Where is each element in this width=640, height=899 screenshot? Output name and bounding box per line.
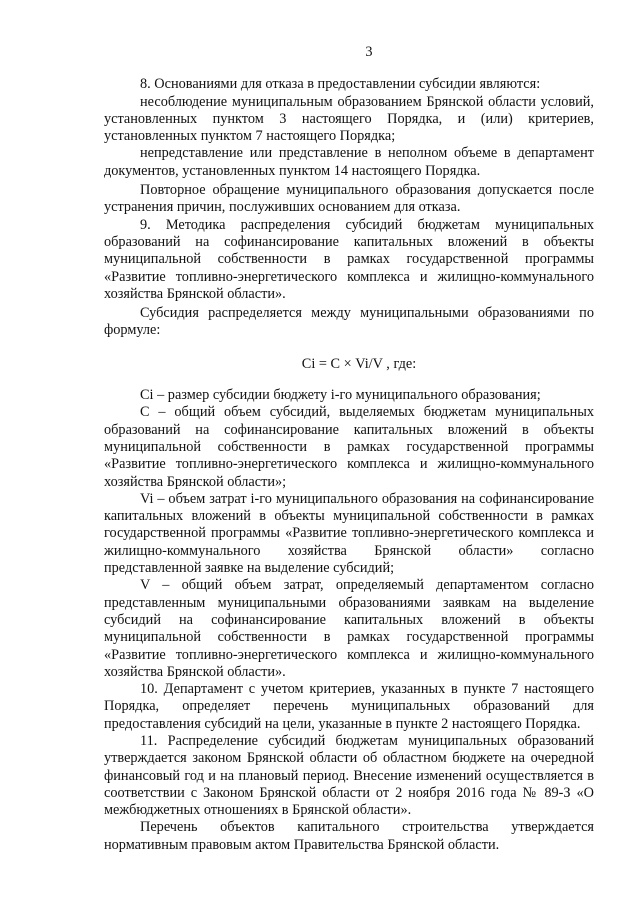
paragraph-11: 11. Распределение субсидий бюджетам муниципальных образований утверждается законом Брянской области об областном бюджете на очередной финансовый год и на плановый период. Внесение изменений осуществляется в соответствии с Законом Брянской области от 2 ноября 2016 года № 89-З «О межбюджетных отношениях в Брянской области». [104, 732, 594, 819]
paragraph-9-distribution: Субсидия распределяется между муниципальными образованиями по формуле: [104, 305, 594, 339]
definition-c: С – общий объем субсидий, выделяемых бюджетам муниципальных образований на софинансирование капитальных вложений в объекты муниципальной собственности в рамках государственной программы «Развитие топливно-энергетического комплекса и жилищно-коммунального хозяйства Брянской области»; [104, 404, 594, 490]
definition-ci: Сi – размер субсидии бюджету i-го муниципального образования; [140, 387, 541, 404]
formula: Сi = С × Vi/V , где: [301, 355, 417, 372]
paragraph-10: 10. Департамент с учетом критериев, указанных в пункте 7 настоящего Порядка, определяет перечень муниципальных образований для предоставления субсидий на цели, указанные в пункте 2 настоящего Порядка. [104, 681, 594, 732]
definition-vi: Vi – объем затрат i-го муниципального образования на софинансирование капитальных вложений в объекты муниципальной собственности в рамках государственной программы «Развитие топливно-энергетического комплекса и жилищно-коммунального хозяйства Брянской области» согласно представленной заявке на выделение субсидий; [104, 490, 594, 577]
paragraph-8-reason-1: несоблюдение муниципальным образованием Брянской области условий, установленных пунктом 3 настоящего Порядка, и (или) критериев, установленных пунктом 7 настоящего Порядка; [104, 93, 594, 145]
paragraph-8-heading: 8. Основаниями для отказа в предоставлении субсидии являются: [140, 76, 541, 93]
paragraph-8-reason-2: непредставление или представление в неполном объеме в департамент документов, установленных пунктом 14 настоящего Порядка. [104, 145, 594, 179]
paragraph-11-list: Перечень объектов капитального строительства утверждается нормативным правовым актом Правительства Брянской области. [104, 819, 594, 853]
definition-v: V – общий объем затрат, определяемый департаментом согласно представленным муниципальными образованиями заявкам на выделение субсидий на софинансирование капитальных вложений в объекты муниципальной собственности в рамках государственной программы «Развитие топливно-энергетического комплекса и жилищно-коммунального хозяйства Брянской области». [104, 577, 594, 680]
paragraph-9-method: 9. Методика распределения субсидий бюджетам муниципальных образований на софинансирование капитальных вложений в объекты муниципальной собственности в рамках государственной программы «Развитие топливно-энергетического комплекса и жилищно-коммунального хозяйства Брянской области». [104, 216, 594, 302]
page-number: 3 [365, 44, 373, 60]
paragraph-8-repeat-request: Повторное обращение муниципального образования допускается после устранения причин, послуживших основанием для отказа. [104, 182, 594, 216]
